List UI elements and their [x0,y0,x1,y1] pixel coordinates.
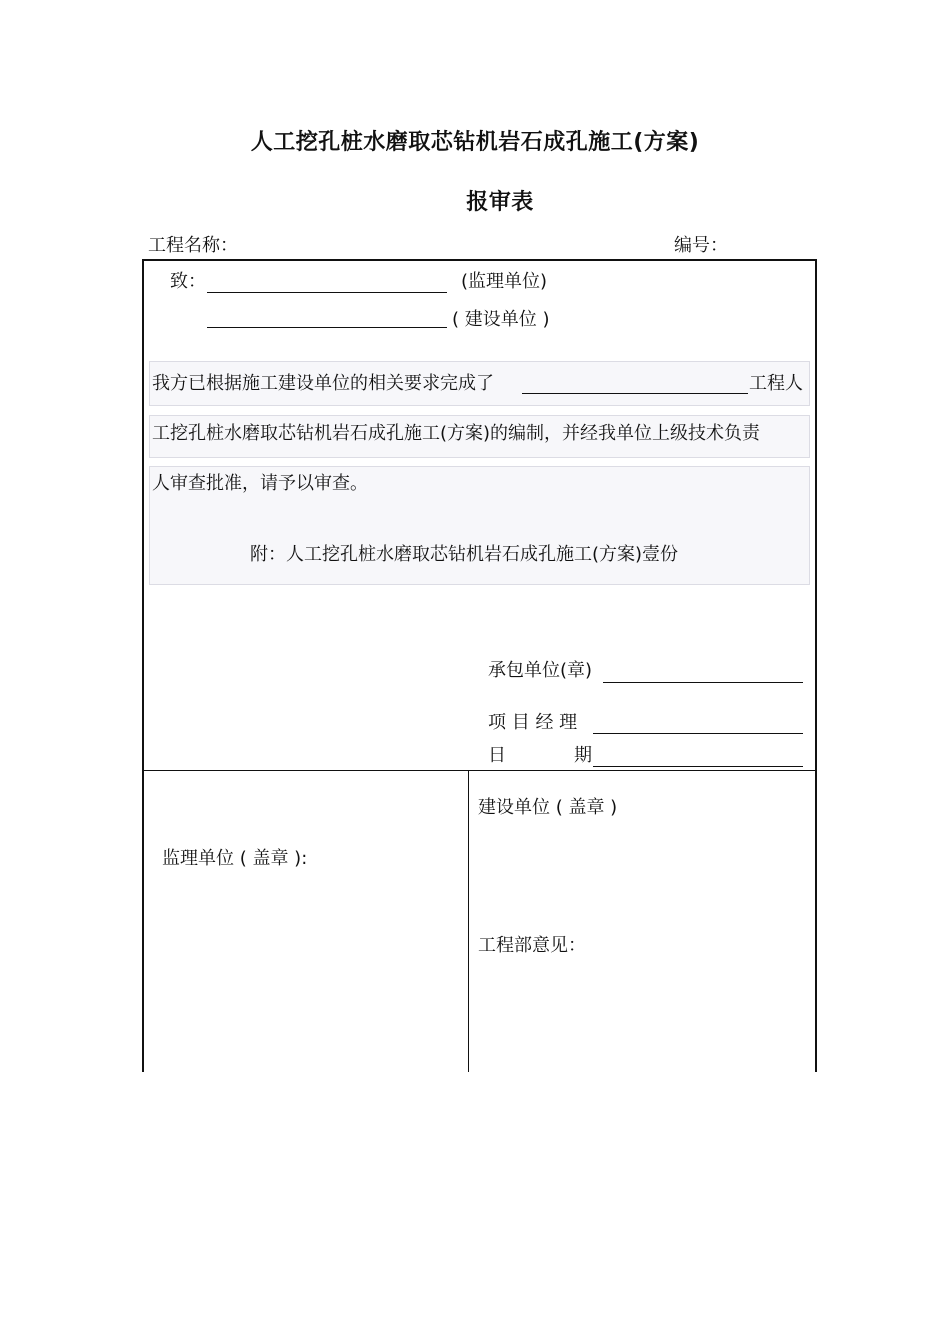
date-label-char-2: 期 [574,745,592,766]
body-line-1-start: 我方已根据施工建设单位的相关要求完成了 [152,373,494,394]
contractor-seal-label: 承包单位(章) [488,660,593,681]
body-line-1-end: 工程人 [749,373,803,394]
project-manager-line[interactable] [593,733,803,734]
supervisor-unit-label: (监理单位) [461,271,548,292]
supervisor-seal-label: 监理单位 ( 盖章 ): [162,848,308,869]
date-line[interactable] [593,766,803,767]
page-break-cover [0,1072,950,1344]
to-label: 致： [170,271,206,292]
construction-unit-line[interactable] [207,327,447,328]
number-label: 编号： [674,235,728,256]
supervisor-unit-line[interactable] [207,292,447,293]
document-title: 人工挖孔桩水磨取芯钻机岩石成孔施工(方案) [250,130,700,155]
body-line-2: 工挖孔桩水磨取芯钻机岩石成孔施工(方案)的编制，并经我单位上级技术负责 [152,423,761,444]
date-label-char-1: 日 [488,745,506,766]
contractor-seal-line[interactable] [603,682,803,683]
document-subtitle: 报审表 [466,190,534,215]
attachment-text: 附：人工挖孔桩水磨取芯钻机岩石成孔施工(方案)壹份 [250,544,679,565]
project-name-label: 工程名称： [148,235,238,256]
column-divider [468,771,469,1073]
project-blank-line[interactable] [522,393,748,394]
construction-unit-label: ( 建设单位 ) [452,309,550,330]
project-manager-label: 项 目 经 理 [488,712,578,733]
construction-seal-label: 建设单位 ( 盖章 ) [478,797,618,818]
body-line-3: 人审查批准，请予以审查。 [152,473,368,494]
section-divider [143,770,816,771]
dept-opinion-label: 工程部意见： [478,935,586,956]
